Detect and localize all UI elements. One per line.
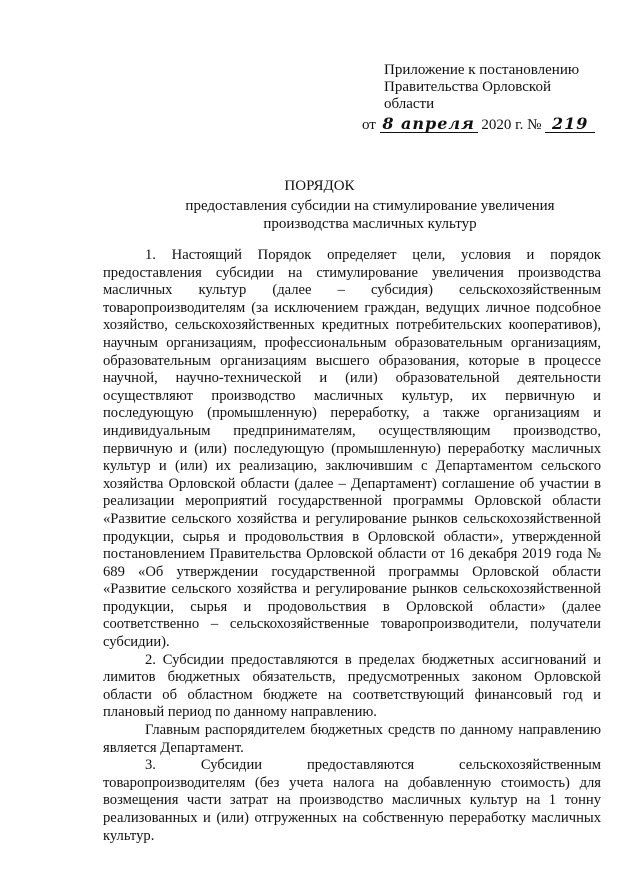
paragraph-3: 3. Субсидии предоставляются сельскохозяйственным товаропроизводителям (без учета налога на добавленную стоимость) для возмещения части затрат на производство масличных культур на 1 тонну реализованных и (или) отгруженных на собственную переработку масличных культур.: [103, 757, 601, 844]
appendix-header: [362, 62, 602, 134]
paragraph-2-continued: Главным распорядителем бюджетных средств по данному направлению является Департамент.: [103, 722, 601, 756]
document-body: [103, 247, 601, 845]
year-number-label: 2020 г. №: [481, 117, 542, 133]
appendix-line-2: Правительства Орловской области: [384, 79, 551, 112]
appendix-date-line: [362, 115, 602, 134]
paragraph-2: 2. Субсидии предоставляются в пределах бюджетных ассигнований и лимитов бюджетных обязательств, предусмотренных законом Орловской области об областном бюджете на соответствующий финансовый год и плановый период по данному направлению.: [103, 651, 601, 721]
appendix-line-1: Приложение к постановлению: [384, 62, 580, 78]
handwritten-date: 8 апреля: [380, 115, 478, 133]
from-label: от: [362, 117, 376, 133]
paragraph-1: 1. Настоящий Порядок определяет цели, условия и порядок предоставления субсидии на стимулирование увеличения производства масличных культур (далее – субсидия) сельскохозяйственным товаропроизводителям (за исключением граждан, ведущих личное подсобное хозяйство, сельскохозяйственных кредитных потребительских кооперативов), научным организациям, профессиональным образовательным организациям, образовательным организациям высшего образования, которые в процессе научной, научно-технической и (или) образовательной деятельности осуществляют производство масличных культур, их первичную и последующую (промышленную) переработку, а также организациям и индивидуальным предпринимателям, осуществляющим производство, первичную и (или) последующую (промышленную) переработку масличных культур и (или) их реализацию, заключившим с Департаментом сельского хозяйства Орловской области (далее – Департамент) соглашение об участии в реализации мероприятий государственной программы Орловской области «Развитие сельского хозяйства и регулирование рынков сельскохозяйственной продукции, сырья и продовольствия в Орловской области», утвержденной постановлением Правительства Орловской области от 16 декабря 2019 года № 689 «Об утверждении государственной программы Орловской области «Развитие сельского хозяйства и регулирование рынков сельскохозяйственной продукции, сырья и продовольствия в Орловской области» (далее соответственно – сельскохозяйственные товаропроизводители, получатели субсидии).: [103, 247, 601, 651]
handwritten-number: 219: [545, 115, 595, 133]
document-subtitle: предоставления субсидии на стимулирование увеличения производства масличных культур: [185, 198, 555, 232]
document-title: ПОРЯДОК: [284, 178, 355, 194]
